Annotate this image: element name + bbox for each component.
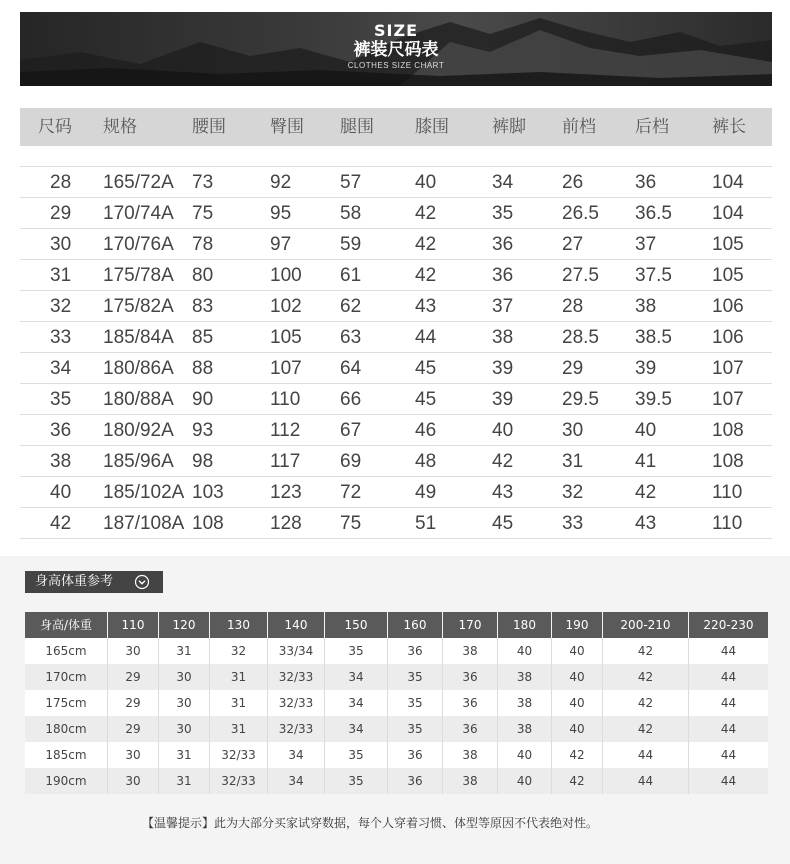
- height-weight-cell: 34: [325, 716, 388, 742]
- height-weight-header-cell: 身高/体重: [25, 612, 108, 638]
- height-weight-row: [25, 768, 768, 794]
- size-chart-cell: 38: [492, 327, 514, 348]
- size-chart-cell: 103: [192, 482, 224, 503]
- size-chart-cell: 41: [635, 451, 657, 472]
- size-chart-cell: 26: [562, 172, 584, 193]
- banner-subtitle: CLOTHES SIZE CHART: [347, 61, 445, 70]
- height-weight-cell: 44: [720, 670, 737, 684]
- size-chart-cell: 32: [562, 482, 584, 503]
- size-chart-cell: 36: [492, 265, 514, 286]
- size-chart-header-cell: 前档: [562, 117, 596, 137]
- size-chart-cell: 180/92A: [103, 420, 174, 441]
- size-chart-cell: 42: [635, 482, 657, 503]
- size-chart-body: [20, 167, 772, 539]
- height-weight-cell: 36: [388, 768, 443, 794]
- height-weight-header-cell: 220-230: [703, 618, 754, 632]
- size-chart-cell: 31: [50, 265, 72, 286]
- height-weight-cell: 42: [603, 638, 689, 664]
- banner-title-block: [20, 22, 772, 72]
- size-chart-cell: 42: [492, 451, 514, 472]
- size-chart-cell: 170/74A: [103, 203, 174, 224]
- height-weight-cell: 38: [443, 742, 498, 768]
- size-chart-cell: 37.5: [635, 265, 672, 286]
- size-chart-row: [20, 167, 772, 198]
- size-chart-header-cell: 裤脚: [492, 117, 526, 137]
- size-chart-cell: 40: [415, 172, 437, 193]
- height-weight-header-cell: 150: [325, 612, 388, 638]
- height-weight-cell: 33/34: [268, 638, 325, 664]
- size-chart-cell: 185/96A: [103, 451, 174, 472]
- size-chart-cell: 105: [712, 234, 744, 255]
- size-chart-cell: 59: [340, 234, 362, 255]
- height-weight-cell: 165cm: [25, 638, 108, 664]
- size-chart-cell: 34: [492, 172, 514, 193]
- size-chart-cell: 170/76A: [103, 234, 174, 255]
- size-chart-cell: 185/84A: [103, 327, 174, 348]
- size-chart-cell: 35: [492, 203, 514, 224]
- size-chart-cell: 40: [50, 482, 72, 503]
- height-weight-header-cell: 160: [388, 612, 443, 638]
- size-chart-cell: 105: [270, 327, 302, 348]
- size-chart-cell: 98: [192, 451, 214, 472]
- height-weight-cell: 35: [388, 664, 443, 690]
- height-weight-cell: 38: [443, 638, 498, 664]
- size-chart-cell: 110: [270, 389, 301, 410]
- height-weight-cell: 36: [388, 742, 443, 768]
- height-weight-cell: 30: [159, 716, 210, 742]
- height-weight-cell: 42: [552, 742, 603, 768]
- size-chart-cell: 29: [562, 358, 584, 379]
- size-chart-cell: 123: [270, 482, 302, 503]
- height-weight-cell: 44: [720, 644, 737, 658]
- size-chart-cell: 107: [270, 358, 302, 379]
- size-chart-cell: 42: [415, 203, 437, 224]
- height-weight-cell: 35: [325, 638, 388, 664]
- size-chart-cell: 39: [492, 358, 514, 379]
- size-chart-cell: 185/102A: [103, 482, 185, 503]
- size-chart-cell: 28: [562, 296, 584, 317]
- height-weight-cell: 30: [159, 664, 210, 690]
- size-chart-cell: 106: [712, 296, 744, 317]
- height-weight-cell: 38: [443, 768, 498, 794]
- size-chart-cell: 33: [562, 513, 584, 534]
- size-chart-cell: 36: [492, 234, 514, 255]
- size-chart-cell: 43: [492, 482, 514, 503]
- size-chart-cell: 34: [50, 358, 72, 379]
- size-chart-banner: [20, 12, 772, 86]
- height-weight-cell: 35: [325, 768, 388, 794]
- size-chart-cell: 33: [50, 327, 72, 348]
- reference-button-label: 身高体重参考: [35, 574, 114, 589]
- size-chart-cell: 112: [270, 420, 301, 441]
- height-weight-cell: 32/33: [268, 690, 325, 716]
- size-chart-cell: 72: [340, 482, 362, 503]
- height-weight-cell: 36: [388, 638, 443, 664]
- size-chart-cell: 45: [415, 389, 437, 410]
- height-weight-cell: 31: [210, 716, 268, 742]
- height-weight-cell: 44: [603, 742, 689, 768]
- height-weight-cell: 175cm: [25, 690, 108, 716]
- height-weight-cell: 32: [210, 638, 268, 664]
- size-chart-cell: 110: [712, 513, 743, 534]
- size-chart-row: [20, 477, 772, 508]
- size-chart-cell: 75: [340, 513, 362, 534]
- size-chart-spacer: [20, 146, 772, 167]
- size-chart-cell: 32: [50, 296, 72, 317]
- size-chart-cell: 57: [340, 172, 362, 193]
- size-chart-cell: 128: [270, 513, 302, 534]
- height-weight-cell: 30: [108, 768, 159, 794]
- size-chart-row: [20, 415, 772, 446]
- size-chart-cell: 63: [340, 327, 362, 348]
- size-chart-cell: 67: [340, 420, 362, 441]
- size-chart-cell: 28.5: [562, 327, 599, 348]
- height-weight-cell: 170cm: [25, 664, 108, 690]
- size-chart-cell: 108: [712, 451, 744, 472]
- size-chart-cell: 30: [562, 420, 584, 441]
- height-weight-cell: 32/33: [268, 664, 325, 690]
- size-chart-cell: 49: [415, 482, 437, 503]
- height-weight-cell: 34: [268, 768, 325, 794]
- size-chart-cell: 36: [50, 420, 72, 441]
- height-weight-cell: 180cm: [25, 716, 108, 742]
- size-chart-cell: 26.5: [562, 203, 599, 224]
- size-chart-cell: 90: [192, 389, 214, 410]
- size-chart-cell: 62: [340, 296, 362, 317]
- height-weight-cell: 40: [552, 638, 603, 664]
- height-weight-cell: 34: [325, 664, 388, 690]
- height-weight-cell: 29: [108, 716, 159, 742]
- size-chart-row: [20, 291, 772, 322]
- height-weight-header-cell: 140: [268, 612, 325, 638]
- size-chart-header-cell: 腰围: [192, 117, 226, 137]
- height-weight-cell: 40: [498, 638, 552, 664]
- height-weight-cell: 40: [552, 664, 603, 690]
- size-chart-cell: 36.5: [635, 203, 672, 224]
- size-chart-cell: 92: [270, 172, 292, 193]
- size-chart-cell: 28: [50, 172, 72, 193]
- height-weight-cell: 35: [388, 716, 443, 742]
- height-weight-cell: 38: [498, 664, 552, 690]
- chevron-down-circle-icon: [134, 574, 150, 590]
- size-chart-cell: 51: [415, 513, 437, 534]
- size-chart-cell: 39.5: [635, 389, 672, 410]
- size-chart-cell: 45: [415, 358, 437, 379]
- height-weight-cell: 42: [603, 716, 689, 742]
- height-weight-cell: 32/33: [210, 768, 268, 794]
- size-chart-cell: 110: [712, 482, 743, 503]
- height-weight-cell: 31: [210, 664, 268, 690]
- size-chart-cell: 88: [192, 358, 214, 379]
- size-chart-cell: 107: [712, 389, 744, 410]
- height-weight-cell: 44: [720, 722, 737, 736]
- height-weight-header-cell: 110: [108, 612, 159, 638]
- size-chart-row: [20, 322, 772, 353]
- size-chart-header: [20, 108, 772, 146]
- size-chart-cell: 29.5: [562, 389, 599, 410]
- banner-title: 裤装尺码表: [353, 40, 439, 60]
- height-weight-header-cell: 120: [159, 612, 210, 638]
- size-chart-cell: 165/72A: [103, 172, 174, 193]
- size-chart-cell: 42: [415, 265, 437, 286]
- size-chart-header-cell: 臀围: [270, 117, 304, 137]
- height-weight-cell: 29: [108, 664, 159, 690]
- size-chart-header-cell: 规格: [103, 117, 137, 137]
- size-chart-table: [20, 108, 772, 539]
- height-weight-cell: 31: [159, 638, 210, 664]
- height-weight-row: [25, 690, 768, 716]
- height-weight-cell: 35: [388, 690, 443, 716]
- height-weight-section: [0, 556, 790, 864]
- height-weight-cell: 32/33: [210, 742, 268, 768]
- size-chart-cell: 104: [712, 172, 744, 193]
- height-weight-cell: 44: [720, 774, 737, 788]
- height-weight-cell: 36: [443, 664, 498, 690]
- size-chart-cell: 61: [340, 265, 362, 286]
- height-weight-cell: 30: [108, 742, 159, 768]
- height-weight-cell: 185cm: [25, 742, 108, 768]
- height-weight-cell: 31: [210, 690, 268, 716]
- height-weight-cell: 36: [443, 690, 498, 716]
- size-chart-cell: 93: [192, 420, 214, 441]
- size-chart-cell: 187/108A: [103, 513, 185, 534]
- size-chart-cell: 58: [340, 203, 362, 224]
- size-chart-cell: 43: [635, 513, 657, 534]
- size-chart-cell: 108: [712, 420, 744, 441]
- size-chart-cell: 180/88A: [103, 389, 174, 410]
- size-chart-cell: 102: [270, 296, 302, 317]
- size-chart-header-cell: 腿围: [340, 117, 374, 137]
- height-weight-cell: 30: [159, 690, 210, 716]
- height-weight-header-cell: 180: [498, 612, 552, 638]
- size-chart-cell: 175/82A: [103, 296, 174, 317]
- size-chart-row: [20, 446, 772, 477]
- size-chart-cell: 27.5: [562, 265, 599, 286]
- size-chart-header-cell: 后档: [635, 117, 669, 137]
- height-weight-cell: 38: [498, 690, 552, 716]
- size-chart-cell: 83: [192, 296, 214, 317]
- size-chart-cell: 39: [492, 389, 514, 410]
- warm-tip-notice: 【温馨提示】此为大部分买家试穿数据，每个人穿着习惯、体型等原因不代表绝对性。: [141, 816, 598, 830]
- size-chart-cell: 78: [192, 234, 214, 255]
- size-chart-cell: 38: [50, 451, 72, 472]
- height-weight-cell: 30: [108, 638, 159, 664]
- size-chart-cell: 30: [50, 234, 72, 255]
- size-chart-cell: 44: [415, 327, 437, 348]
- height-weight-body: [25, 638, 768, 794]
- height-weight-reference-button[interactable]: [25, 571, 163, 593]
- height-weight-cell: 42: [552, 768, 603, 794]
- size-chart-cell: 100: [270, 265, 302, 286]
- height-weight-cell: 42: [603, 690, 689, 716]
- size-chart-row: [20, 353, 772, 384]
- height-weight-cell: 42: [603, 664, 689, 690]
- size-chart-cell: 73: [192, 172, 214, 193]
- size-chart-cell: 37: [635, 234, 657, 255]
- height-weight-cell: 38: [498, 716, 552, 742]
- height-weight-cell: 190cm: [25, 768, 108, 794]
- height-weight-cell: 36: [443, 716, 498, 742]
- size-chart-row: [20, 229, 772, 260]
- height-weight-cell: 31: [159, 768, 210, 794]
- size-chart-cell: 48: [415, 451, 437, 472]
- height-weight-row: [25, 638, 768, 664]
- size-chart-cell: 108: [192, 513, 224, 534]
- height-weight-header-cell: 190: [552, 612, 603, 638]
- size-chart-cell: 35: [50, 389, 72, 410]
- size-chart-cell: 42: [50, 513, 72, 534]
- banner-size-word: SIZE: [373, 21, 418, 40]
- height-weight-cell: 32/33: [268, 716, 325, 742]
- size-chart-cell: 40: [492, 420, 514, 441]
- size-chart-header-cell: 膝围: [415, 117, 449, 137]
- size-chart-cell: 38.5: [635, 327, 672, 348]
- size-chart-cell: 175/78A: [103, 265, 174, 286]
- size-chart-cell: 45: [492, 513, 514, 534]
- size-chart-cell: 180/86A: [103, 358, 174, 379]
- size-chart-cell: 40: [635, 420, 657, 441]
- height-weight-table: [25, 612, 768, 794]
- height-weight-cell: 44: [603, 768, 689, 794]
- size-chart-cell: 39: [635, 358, 657, 379]
- size-chart-cell: 69: [340, 451, 362, 472]
- size-chart-cell: 66: [340, 389, 362, 410]
- height-weight-cell: 40: [498, 742, 552, 768]
- height-weight-cell: 31: [159, 742, 210, 768]
- size-chart-cell: 42: [415, 234, 437, 255]
- height-weight-row: [25, 742, 768, 768]
- size-chart-cell: 106: [712, 327, 744, 348]
- height-weight-header: [25, 612, 768, 638]
- height-weight-row: [25, 716, 768, 742]
- size-chart-cell: 64: [340, 358, 362, 379]
- size-chart-cell: 117: [270, 451, 301, 472]
- height-weight-cell: 29: [108, 690, 159, 716]
- size-chart-row: [20, 260, 772, 291]
- height-weight-cell: 35: [325, 742, 388, 768]
- size-chart-cell: 97: [270, 234, 292, 255]
- height-weight-row: [25, 664, 768, 690]
- size-chart-cell: 104: [712, 203, 744, 224]
- height-weight-cell: 34: [268, 742, 325, 768]
- size-chart-cell: 107: [712, 358, 744, 379]
- size-chart-cell: 75: [192, 203, 214, 224]
- height-weight-cell: 44: [720, 748, 737, 762]
- height-weight-header-cell: 170: [443, 612, 498, 638]
- size-chart-cell: 38: [635, 296, 657, 317]
- size-chart-header-cell: 尺码: [38, 117, 72, 137]
- height-weight-cell: 40: [498, 768, 552, 794]
- size-chart-row: [20, 508, 772, 539]
- size-chart-cell: 27: [562, 234, 584, 255]
- size-chart-cell: 29: [50, 203, 72, 224]
- height-weight-header-cell: 130: [210, 612, 268, 638]
- size-chart-cell: 43: [415, 296, 437, 317]
- size-chart-cell: 95: [270, 203, 292, 224]
- height-weight-cell: 34: [325, 690, 388, 716]
- size-chart-cell: 37: [492, 296, 514, 317]
- height-weight-cell: 44: [720, 696, 737, 710]
- height-weight-cell: 40: [552, 716, 603, 742]
- size-chart-cell: 85: [192, 327, 214, 348]
- size-chart-cell: 46: [415, 420, 437, 441]
- size-chart-cell: 36: [635, 172, 657, 193]
- height-weight-cell: 40: [552, 690, 603, 716]
- size-chart-row: [20, 198, 772, 229]
- size-chart-row: [20, 384, 772, 415]
- size-chart-cell: 31: [562, 451, 584, 472]
- height-weight-header-cell: 200-210: [603, 612, 689, 638]
- size-chart-cell: 105: [712, 265, 744, 286]
- size-chart-cell: 80: [192, 265, 214, 286]
- size-chart-header-cell: 裤长: [712, 117, 746, 137]
